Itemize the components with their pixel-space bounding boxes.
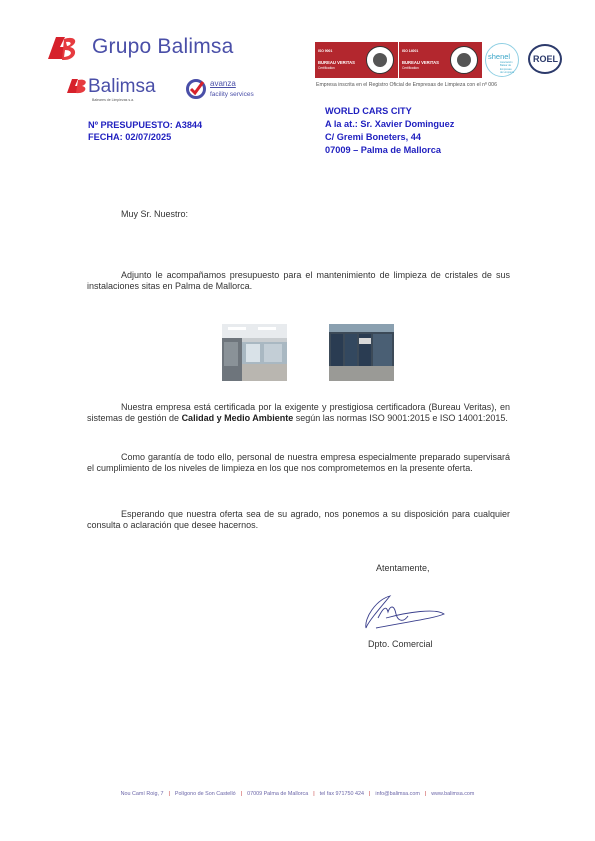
avanza-subtitle: facility services xyxy=(210,91,254,98)
recipient-attention: A la at.: Sr. Xavier Dominguez xyxy=(325,119,455,129)
iso-9001-cert-badge xyxy=(315,42,398,78)
paragraph-guarantee xyxy=(87,452,510,474)
footer-phone: tel fax 971750 424 xyxy=(319,791,365,797)
paragraph-certification-bold: Calidad y Medio Ambiente xyxy=(181,413,294,423)
paragraph-intro xyxy=(87,270,510,292)
cert-label: Certification xyxy=(318,66,335,70)
shenel-subtitle: Asociación Balear de Empresas de Limpieza xyxy=(500,61,514,74)
bureau-veritas-seal-icon xyxy=(450,46,478,74)
roel-name: ROEL xyxy=(533,54,559,64)
office-interior-photo xyxy=(222,324,287,381)
budget-number: Nº PRESUPUESTO: A3844 xyxy=(88,120,203,130)
salutation: Muy Sr. Nuestro: xyxy=(121,209,189,219)
cert-org: BUREAU VERITAS xyxy=(402,60,439,65)
registry-note: Empresa inscrita en el Registro Oficial de Empresas de Limpieza con el nº 006 xyxy=(316,82,497,88)
footer-address: Nou Camí Roig, 7 xyxy=(120,791,164,797)
cert-label: Certification xyxy=(402,66,419,70)
letter-date: FECHA: 02/07/2025 xyxy=(88,132,172,142)
group-name: Grupo Balimsa xyxy=(92,35,234,58)
cert-org: BUREAU VERITAS xyxy=(318,60,355,65)
paragraph-certification-text-a: Nuestra empresa está certificada por la exigente y prestigiosa certificadora (Bureau Veritas), en sistemas de gestión de xyxy=(87,402,510,423)
brand-name: Balimsa xyxy=(88,76,156,97)
footer-separator: | xyxy=(168,791,170,797)
paragraph-certification-text-b: según las normas ISO 9001:2015 e ISO 14001:2015. xyxy=(293,413,508,423)
footer-separator: | xyxy=(313,791,315,797)
footer-separator: | xyxy=(369,791,371,797)
paragraph-closing-text: Esperando que nuestra oferta sea de su agrado, nos ponemos a su disposición para cualquier consulta o aclaración que desee hacernos. xyxy=(87,509,510,530)
paragraph-guarantee-text: Como garantía de todo ello, personal de nuestra empresa especialmente preparado supervisará el cumplimiento de los niveles de limpieza en los que nos comprometemos en la presente oferta. xyxy=(87,452,510,473)
cert-code: ISO 14001 xyxy=(402,49,419,53)
brand-subtitle: Baleares de Limpiezas s.a. xyxy=(92,98,135,102)
avanza-name: avanza xyxy=(210,79,236,88)
paragraph-intro-text: Adjunto le acompañamos presupuesto para el mantenimiento de limpieza de cristales de sus instalaciones sitas en Palma de Mallorca. xyxy=(87,270,510,291)
paragraph-closing xyxy=(87,509,510,531)
avanza-logo-icon xyxy=(186,79,206,99)
footer-website[interactable]: www.balimsa.com xyxy=(431,791,475,797)
footer-area: Polígono de Son Castelló xyxy=(174,791,236,797)
closing-phrase: Atentamente, xyxy=(376,563,430,573)
cert-code: ISO 9001 xyxy=(318,49,333,53)
shenel-name: shenel xyxy=(488,52,511,61)
footer-separator: | xyxy=(424,791,427,797)
recipient-company: WORLD CARS CITY xyxy=(325,106,412,116)
footer-separator: | xyxy=(240,791,243,797)
department: Dpto. Comercial xyxy=(368,639,433,649)
footer xyxy=(0,791,595,797)
recipient-city: 07009 – Palma de Mallorca xyxy=(325,145,441,155)
paragraph-certification xyxy=(87,402,510,424)
footer-city: 07009 Palma de Mallorca xyxy=(247,791,309,797)
signature-icon xyxy=(356,588,456,634)
grupo-balimsa-logo-icon xyxy=(46,33,80,63)
recipient-street: C/ Gremi Boneters, 44 xyxy=(325,132,421,142)
iso-14001-cert-badge xyxy=(399,42,482,78)
building-exterior-photo xyxy=(329,324,394,381)
balimsa-logo-icon xyxy=(66,77,88,95)
footer-email[interactable]: info@balimsa.com xyxy=(375,791,420,797)
bureau-veritas-seal-icon xyxy=(366,46,394,74)
